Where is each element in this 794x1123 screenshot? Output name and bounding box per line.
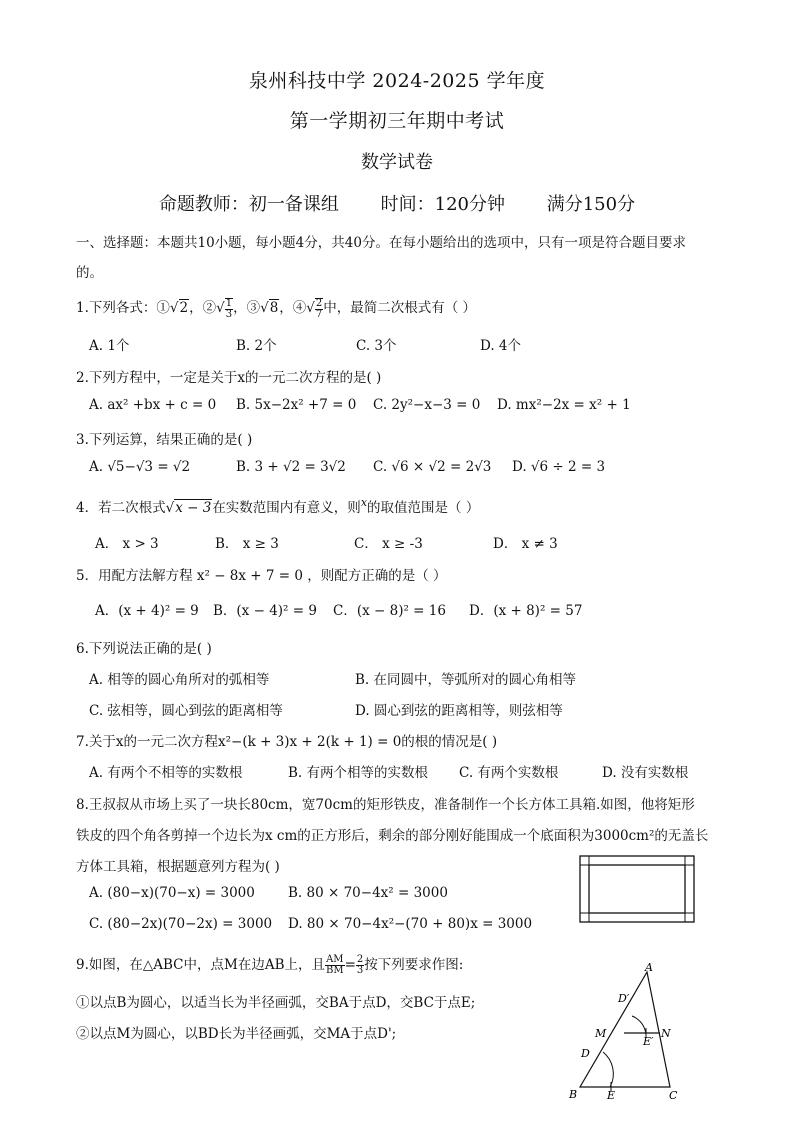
arc-d2e2 xyxy=(632,1016,646,1035)
q6-option-b[interactable]: B. 在同圆中，等弧所对的圆心角相等 xyxy=(355,672,577,688)
q8-outer-rect xyxy=(580,856,694,922)
q6-option-c[interactable]: C. 弦相等，圆心到弦的距离相等 xyxy=(89,703,283,719)
q2-option-b[interactable]: B. 5x−2x² +7 = 0 xyxy=(236,397,357,413)
q2-option-d[interactable]: D. mx²−2x = x² + 1 xyxy=(497,397,631,413)
q8-option-a[interactable]: A. (80−x)(70−x) = 3000 xyxy=(89,885,255,901)
q8-option-c[interactable]: C. (80−2x)(70−2x) = 3000 xyxy=(89,916,273,932)
label-n: N xyxy=(661,1027,671,1040)
q4-option-d[interactable]: D． x ≠ 3 xyxy=(493,536,558,552)
q3-stem: 3.下列运算，结果正确的是( ) xyxy=(76,432,253,448)
q1-option-a[interactable]: A. 1个 xyxy=(89,338,130,354)
q5-option-c[interactable]: C．(x − 8)² = 16 xyxy=(333,603,446,619)
q3-option-a[interactable]: A. √5−√3 = √2 xyxy=(89,459,191,475)
q4-stem: 4．若二次根式√x − 3在实数范围内有意义，则$^x$的取值范围是（ ） xyxy=(76,496,480,516)
q4-option-a[interactable]: A． x > 3 xyxy=(95,536,159,552)
school-title: 泉州科技中学 2024-2025 学年度 xyxy=(248,70,546,92)
q8-stem-2: 铁皮的四个角各剪掉一个边长为x cm的正方形后，剩余的部分刚好能围成一个底面积为3000cm²的无盖长 xyxy=(76,828,709,844)
q9-step-1: ①以点B为圆心，以适当长为半径画弧，交BA于点D，交BC于点E; xyxy=(76,995,476,1011)
q1-option-d[interactable]: D. 4个 xyxy=(480,338,522,354)
q2-stem: 2.下列方程中，一定是关于x的一元二次方程的是( ) xyxy=(76,370,382,386)
q8-inner-rect xyxy=(589,865,685,913)
time-info: 时间：120分钟 xyxy=(380,194,505,215)
q9-step-2: ②以点M为圆心，以BD长为半径画弧，交MA于点D'; xyxy=(76,1026,397,1042)
exam-title: 第一学期初三年期中考试 xyxy=(289,110,505,132)
label-e: E xyxy=(607,1089,616,1102)
subject-title: 数学试卷 xyxy=(361,152,433,173)
arc-de xyxy=(603,1052,613,1087)
section-heading-cont: 的。 xyxy=(76,265,103,281)
triangle-abc xyxy=(580,972,670,1087)
q4-option-b[interactable]: B． x ≥ 3 xyxy=(215,536,279,552)
q8-option-b[interactable]: B. 80 × 70−4x² = 3000 xyxy=(288,885,448,901)
q6-stem: 6.下列说法正确的是( ) xyxy=(76,641,212,657)
q3-option-b[interactable]: B. 3 + √2 = 3√2 xyxy=(236,459,346,475)
q1-stem: 1.下列各式：①√2，②√ $\frac{1}{3}$ ，③√8，④√ $\frac{2}{7}$ 中，最简二次根式有（ ） xyxy=(76,297,477,320)
q6-option-d[interactable]: D. 圆心到弦的距离相等，则弦相等 xyxy=(355,703,563,719)
q5-option-a[interactable]: A．(x + 4)² = 9 xyxy=(95,603,199,619)
q5-stem: 5．用配方法解方程 x² − 8x + 7 = 0 ，则配方正确的是（ ） xyxy=(76,568,447,584)
label-d-prime: D′ xyxy=(618,992,630,1005)
exam-info xyxy=(0,190,794,216)
q6-option-a[interactable]: A. 相等的圆心角所对的弧相等 xyxy=(89,672,270,688)
score-info: 满分150分 xyxy=(546,194,636,215)
q4-option-c[interactable]: C． x ≥ -3 xyxy=(354,536,423,552)
q7-option-c[interactable]: C. 有两个实数根 xyxy=(459,765,559,781)
q1-option-c[interactable]: C. 3个 xyxy=(356,338,397,354)
q9-figure xyxy=(566,960,696,1102)
q5-option-d[interactable]: D．(x + 8)² = 57 xyxy=(469,603,583,619)
label-b: B xyxy=(569,1088,578,1101)
label-m: M xyxy=(595,1027,607,1040)
q2-option-c[interactable]: C. 2y²−x−3 = 0 xyxy=(373,397,481,413)
q7-option-b[interactable]: B. 有两个相等的实数根 xyxy=(288,765,429,781)
author-info: 命题教师：初一备课组 xyxy=(158,194,339,215)
q3-option-d[interactable]: D. √6 ÷ 2 = 3 xyxy=(512,459,606,475)
q9-stem: 9.如图，在△ABC中，点M在边AB上，且 $\frac{AM}{BM}$ = $\frac{2}{3}$ 按下列要求作图: xyxy=(76,954,464,976)
q2-option-a[interactable]: A. ax² +bx + c = 0 xyxy=(89,397,217,413)
q7-option-d[interactable]: D. 没有实数根 xyxy=(602,765,689,781)
q7-stem: 7.关于x的一元二次方程x²−(k + 3)x + 2(k + 1) = 0的根的情况是( ) xyxy=(76,734,498,750)
section-heading: 一、选择题：本题共10小题，每小题4分，共40分。在每小题给出的选项中，只有一项是符合题目要求 xyxy=(76,235,686,251)
label-d: D xyxy=(581,1047,590,1060)
q7-option-a[interactable]: A. 有两个不相等的实数根 xyxy=(89,765,243,781)
q8-stem-3: 方体工具箱，根据题意列方程为( ) xyxy=(76,859,280,875)
q8-figure xyxy=(578,854,698,926)
label-c: C xyxy=(669,1089,678,1102)
q8-option-d[interactable]: D. 80 × 70−4x²−(70 + 80)x = 3000 xyxy=(288,916,533,932)
q1-option-b[interactable]: B. 2个 xyxy=(236,338,277,354)
q3-option-c[interactable]: C. √6 × √2 = 2√3 xyxy=(373,459,492,475)
label-e-prime: E′ xyxy=(643,1035,654,1048)
q8-stem-1: 8.王叔叔从市场上买了一块长80cm，宽70cm的矩形铁皮，准备制作一个长方体工具箱.如图，他将矩形 xyxy=(76,797,695,813)
label-a: A xyxy=(645,961,653,974)
q5-option-b[interactable]: B．(x − 4)² = 9 xyxy=(213,603,317,619)
